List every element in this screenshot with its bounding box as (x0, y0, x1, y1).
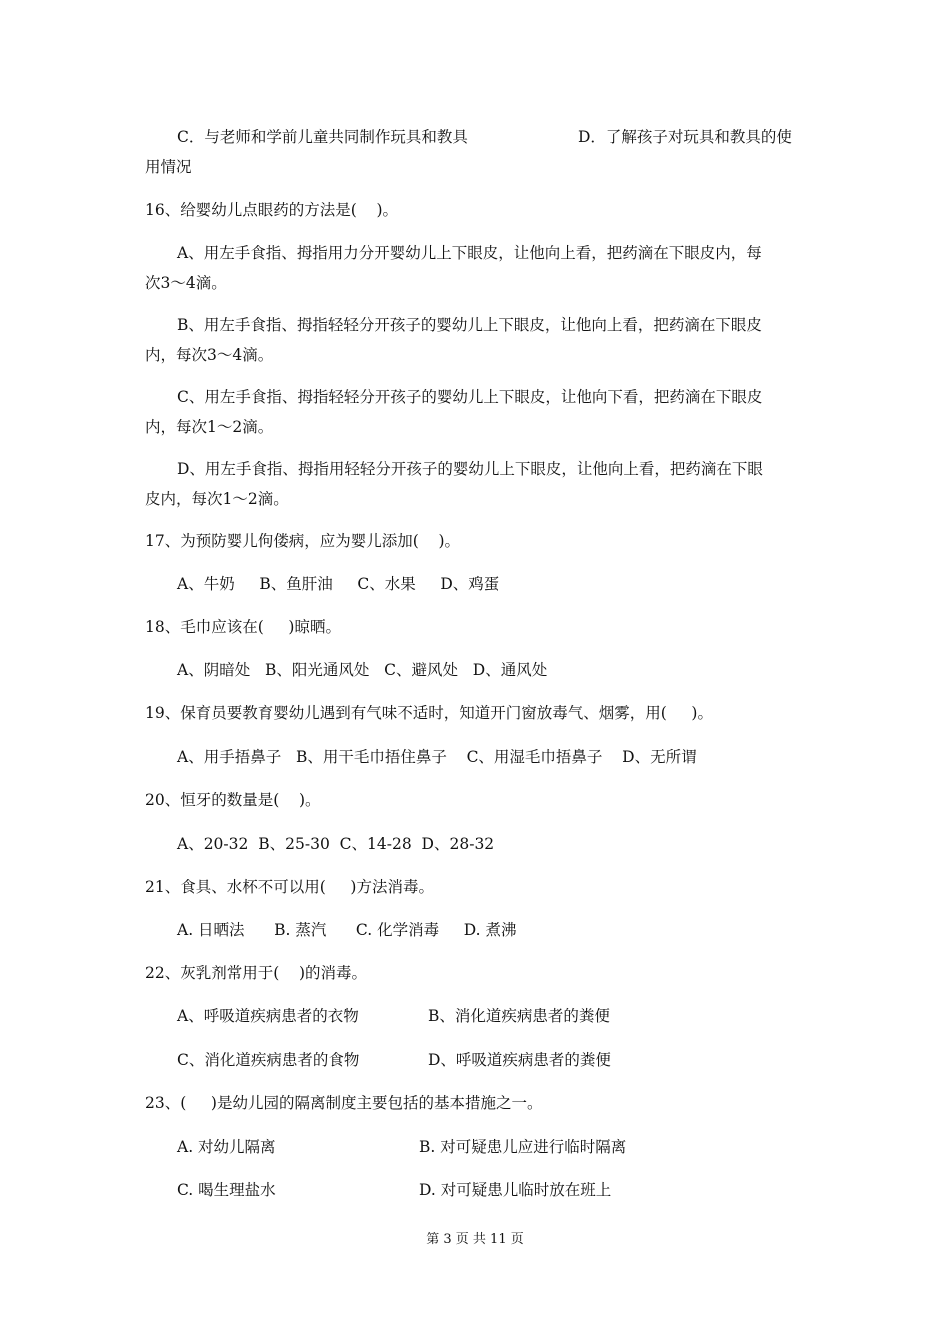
q15-option-d: D．了解孩子对玩具和教具的使 (578, 128, 792, 146)
q21-options: A. 日晒法 B. 蒸汽 C. 化学消毒 D. 煮沸 (177, 921, 517, 939)
q22-stem: 22、灰乳剂常用于( )的消毒。 (145, 964, 368, 982)
q17-stem: 17、为预防婴儿佝偻病，应为婴儿添加( )。 (145, 532, 461, 550)
q23-stem: 23、( )是幼儿园的隔离制度主要包括的基本措施之一。 (145, 1094, 543, 1112)
q16-option-c: C、用左手食指、拇指轻轻分开孩子的婴幼儿上下眼皮，让他向下看，把药滴在下眼皮 (177, 388, 763, 406)
q21-stem: 21、食具、水杯不可以用( )方法消毒。 (145, 878, 434, 896)
q22-option-b: B、消化道疾病患者的粪便 (428, 1007, 610, 1025)
q23-option-c: C. 喝生理盐水 (177, 1181, 276, 1199)
q23-option-b: B. 对可疑患儿应进行临时隔离 (419, 1138, 627, 1156)
q18-stem: 18、毛巾应该在( )晾晒。 (145, 618, 341, 636)
q23-option-a: A. 对幼儿隔离 (177, 1138, 276, 1156)
q19-stem: 19、保育员要教育婴幼儿遇到有气味不适时，知道开门窗放毒气、烟雾，用( )。 (145, 704, 713, 722)
q18-options: A、阴暗处 B、阳光通风处 C、避风处 D、通风处 (177, 661, 548, 679)
q22-option-d: D、呼吸道疾病患者的粪便 (428, 1051, 611, 1069)
q16-option-b: B、用左手食指、拇指轻轻分开孩子的婴幼儿上下眼皮，让他向上看，把药滴在下眼皮 (177, 316, 762, 334)
q20-stem: 20、恒牙的数量是( )。 (145, 791, 321, 809)
q15-option-d-cont: 用情况 (145, 158, 192, 176)
q17-options: A、牛奶 B、鱼肝油 C、水果 D、鸡蛋 (177, 575, 500, 593)
q22-option-a: A、呼吸道疾病患者的衣物 (177, 1007, 359, 1025)
q16-option-d: D、用左手食指、拇指用轻轻分开孩子的婴幼儿上下眼皮，让他向上看，把药滴在下眼 (177, 460, 763, 478)
q15-option-c: C．与老师和学前儿童共同制作玩具和教具 (177, 128, 468, 146)
q16-option-d-cont: 皮内，每次1～2滴。 (145, 490, 289, 508)
q23-option-d: D. 对可疑患儿临时放在班上 (419, 1181, 612, 1199)
q20-options: A、20-32 B、25-30 C、14-28 D、28-32 (177, 835, 495, 853)
q16-option-a-cont: 次3～4滴。 (145, 274, 227, 292)
q19-options: A、用手捂鼻子 B、用干毛巾捂住鼻子 C、用湿毛巾捂鼻子 D、无所谓 (177, 748, 697, 766)
q16-stem: 16、给婴幼儿点眼药的方法是( )。 (145, 201, 399, 219)
page-footer: 第 3 页 共 11 页 (426, 1232, 524, 1247)
q16-option-b-cont: 内，每次3～4滴。 (145, 346, 274, 364)
q22-option-c: C、消化道疾病患者的食物 (177, 1051, 360, 1069)
q16-option-a: A、用左手食指、拇指用力分开婴幼儿上下眼皮，让他向上看，把药滴在下眼皮内，每 (177, 244, 762, 262)
q16-option-c-cont: 内，每次1～2滴。 (145, 418, 274, 436)
